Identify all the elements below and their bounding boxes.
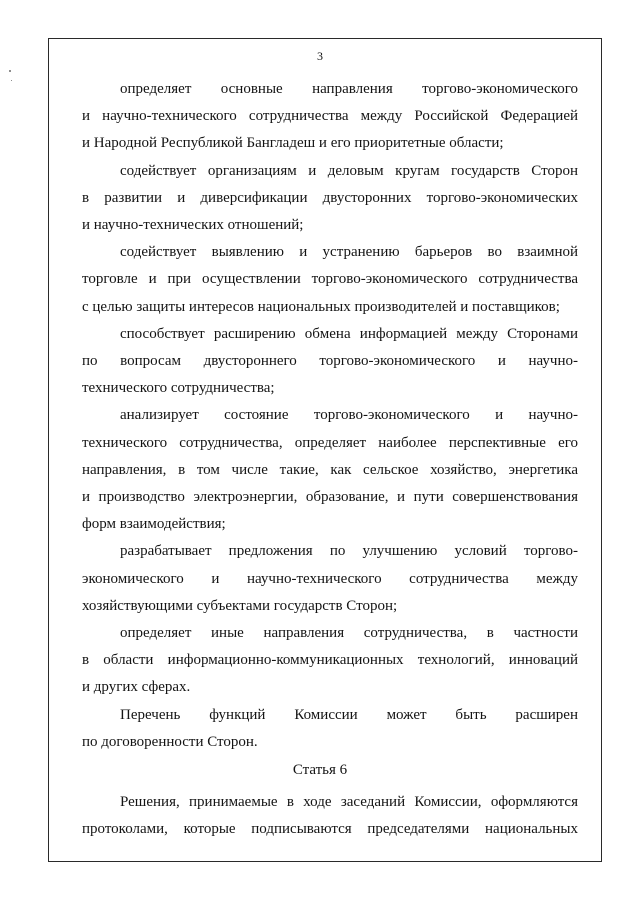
text-line: торговле и при осуществлении торгово-экономического сотрудничества <box>82 271 578 288</box>
article-heading: Статья 6 <box>292 762 348 778</box>
paragraph <box>82 538 578 620</box>
text-line: и научно-технических отношений; <box>82 217 304 234</box>
text-line: способствует расширению обмена информацией между Сторонами <box>120 325 578 342</box>
page-number: 3 <box>317 49 323 63</box>
paragraph <box>82 402 578 538</box>
text-line: по вопросам двустороннего торгово-экономического и научно- <box>82 353 578 370</box>
scan-speck <box>11 80 12 81</box>
text-line: и научно-технического сотрудничества между Российской Федерацией <box>82 108 578 125</box>
text-line: определяет основные направления торгово-экономического <box>120 81 578 97</box>
text-line: Перечень функций Комиссии может быть расширен <box>120 706 578 723</box>
text-line: экономического и научно-технического сотрудничества между <box>82 570 578 587</box>
text-line: в развитии и диверсификации двусторонних торгово-экономических <box>82 189 578 206</box>
text-line: определяет иные направления сотрудничества, в частности <box>120 625 578 642</box>
paragraph <box>82 158 578 240</box>
text-line: разрабатывает предложения по улучшению условий торгово- <box>120 543 578 560</box>
paragraph <box>82 620 578 702</box>
text-line: с целью защиты интересов национальных производителей и поставщиков; <box>82 298 560 315</box>
document-body <box>82 76 578 756</box>
text-line: технического сотрудничества; <box>82 380 275 397</box>
text-line: и других сферах. <box>82 679 191 696</box>
article-body <box>82 789 578 843</box>
text-line: протоколами, которые подписываются председателями национальных <box>82 821 578 838</box>
text-line: и производство электроэнергии, образование, и пути совершенствования <box>82 489 578 506</box>
text-line: по договоренности Сторон. <box>82 733 258 750</box>
text-line: Решения, принимаемые в ходе заседаний Комиссии, оформляются <box>120 794 578 810</box>
paragraph <box>82 239 578 321</box>
text-line: в области информационно-коммуникационных технологий, инноваций <box>82 652 578 669</box>
paragraph <box>82 789 578 843</box>
text-line: форм взаимодействия; <box>82 516 226 533</box>
text-line: технического сотрудничества, определяет наиболее перспективные его <box>82 434 578 451</box>
text-line: направления, в том числе такие, как сельское хозяйство, энергетика <box>82 461 578 478</box>
paragraph <box>82 76 578 158</box>
paragraph <box>82 702 578 756</box>
text-line: анализирует состояние торгово-экономического и научно- <box>120 407 578 424</box>
paragraph <box>82 321 578 403</box>
text-line: и Народной Республикой Бангладеш и его приоритетные области; <box>82 135 504 152</box>
scan-speck <box>9 70 11 72</box>
text-line: хозяйствующими субъектами государств Сторон; <box>82 597 398 614</box>
text-line: содействует выявлению и устранению барьеров во взаимной <box>120 244 578 261</box>
text-line: содействует организациям и деловым кругам государств Сторон <box>120 162 578 179</box>
